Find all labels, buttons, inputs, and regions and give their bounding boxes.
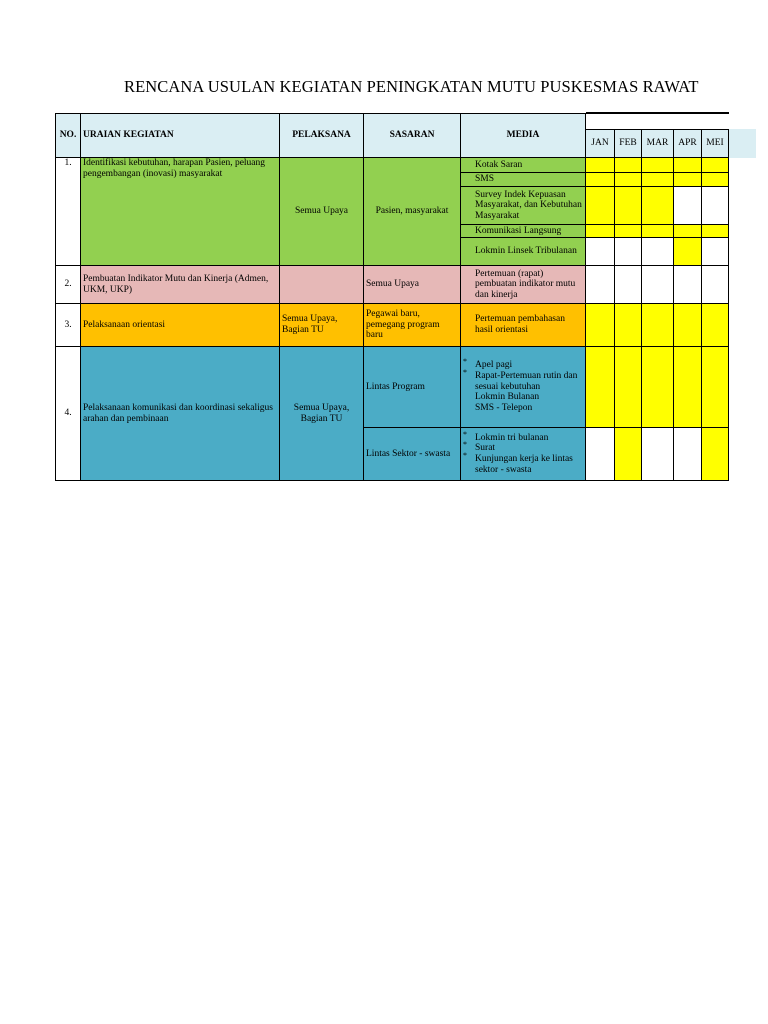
schedule-cell — [615, 428, 642, 481]
header-month-mei: MEI — [702, 130, 729, 158]
activity-plan-table — [55, 113, 729, 481]
schedule-cell — [702, 304, 729, 347]
schedule-cell — [586, 173, 615, 187]
schedule-cell — [586, 225, 615, 238]
schedule-cell — [642, 304, 674, 347]
row-1-media-lokmin: Lokmin Linsek Tribulanan — [461, 238, 586, 266]
header-no: NO. — [56, 114, 81, 158]
schedule-cell — [642, 158, 674, 173]
media-item: Surat — [475, 443, 496, 454]
schedule-cell — [586, 266, 615, 304]
schedule-cell — [702, 187, 729, 225]
row-4-media-lintas-sektor — [461, 428, 586, 481]
header-month-jan: JAN — [586, 130, 615, 158]
media-item: Lokmin tri bulanan — [475, 432, 549, 443]
row-2-sasaran: Semua Upaya — [364, 266, 461, 304]
row-1-pelaksana: Semua Upaya — [280, 158, 364, 266]
bullet-item: * Rapat-Pertemuan rutin dan sesuai kebutuhan — [463, 368, 578, 392]
schedule-cell — [702, 225, 729, 238]
page-title: RENCANA USULAN KEGIATAN PENINGKATAN MUTU PUSKESMAS RAWAT — [124, 77, 699, 96]
schedule-cell — [674, 238, 702, 266]
schedule-cell — [586, 304, 615, 347]
media-item: Rapat-Pertemuan rutin dan sesuai kebutuhan — [475, 371, 578, 392]
schedule-cell — [586, 347, 615, 428]
header-pelaksana: PELAKSANA — [280, 114, 364, 158]
row-1-uraian: Identifikasi kebutuhan, harapan Pasien, peluang pengembangan (inovasi) masyarakat — [81, 158, 280, 266]
row-2-no: 2. — [56, 266, 81, 304]
schedule-cell — [615, 238, 642, 266]
schedule-cell — [615, 158, 642, 173]
schedule-cell — [702, 266, 729, 304]
row-1-media-survey: Survey Indek Kepuasan Masyarakat, dan Kebutuhan Masyarakat — [461, 187, 586, 225]
schedule-cell — [586, 158, 615, 173]
row-1-sasaran: Pasien, masyarakat — [364, 158, 461, 266]
schedule-cell — [642, 238, 674, 266]
bullet-item — [463, 392, 583, 403]
schedule-cell — [615, 347, 642, 428]
header-sasaran: SASARAN — [364, 114, 461, 158]
media-item: SMS - Telepon — [475, 402, 533, 413]
schedule-cell — [702, 347, 729, 428]
schedule-cell — [674, 428, 702, 481]
row-2-media: Pertemuan (rapat) pembuatan indikator mutu dan kinerja — [461, 266, 586, 304]
row-4-media-lintas-program — [461, 347, 586, 428]
row-2-uraian: Pembuatan Indikator Mutu dan Kinerja (Admen, UKM, UKP) — [81, 266, 280, 304]
schedule-cell — [642, 428, 674, 481]
schedule-cell — [674, 158, 702, 173]
row-1-media-kotak-saran: Kotak Saran — [461, 158, 586, 173]
row-4-uraian: Pelaksanaan komunikasi dan koordinasi sekaligus arahan dan pembinaan — [81, 347, 280, 481]
schedule-cell — [642, 187, 674, 225]
schedule-cell — [674, 225, 702, 238]
row-4-no: 4. — [56, 347, 81, 481]
schedule-cell — [615, 173, 642, 187]
schedule-cell — [642, 347, 674, 428]
media-item: Apel pagi — [475, 360, 513, 371]
schedule-cell — [702, 173, 729, 187]
schedule-cell — [642, 173, 674, 187]
bullet-item: * Apel pagi — [463, 357, 513, 371]
schedule-cell — [674, 173, 702, 187]
schedule-cell — [615, 266, 642, 304]
row-2-pelaksana — [280, 266, 364, 304]
schedule-cell — [615, 187, 642, 225]
row-3-no: 3. — [56, 304, 81, 347]
bullet-item: * Surat — [463, 440, 496, 454]
row-4-sasaran-lintas-program: Lintas Program — [364, 347, 461, 428]
header-month-apr: APR — [674, 130, 702, 158]
bullet-item: * Kunjungan kerja ke lintas sektor - swasta — [463, 451, 573, 475]
schedule-cell — [615, 225, 642, 238]
schedule-cell — [586, 428, 615, 481]
schedule-cell — [674, 304, 702, 347]
schedule-cell — [642, 266, 674, 304]
row-4-sasaran-lintas-sektor: Lintas Sektor - swasta — [364, 428, 461, 481]
row-1-no: 1. — [56, 158, 81, 266]
row-3-sasaran: Pegawai baru, pemegang program baru — [364, 304, 461, 347]
schedule-cell — [586, 187, 615, 225]
schedule-cell — [642, 225, 674, 238]
schedule-cell — [702, 238, 729, 266]
row-1-media-komunikasi: Komunikasi Langsung — [461, 225, 586, 238]
schedule-cell — [586, 238, 615, 266]
schedule-cell — [674, 266, 702, 304]
schedule-cell — [702, 428, 729, 481]
row-3-uraian: Pelaksanaan orientasi — [81, 304, 280, 347]
media-item: Kunjungan kerja ke lintas sektor - swasta — [475, 454, 573, 475]
row-4-pelaksana: Semua Upaya, Bagian TU — [280, 347, 364, 481]
media-item: Lokmin Bulanan — [475, 392, 540, 403]
header-media: MEDIA — [461, 114, 586, 158]
schedule-cell — [702, 158, 729, 173]
bullet-item — [463, 403, 583, 414]
schedule-cell — [674, 187, 702, 225]
row-1-media-sms: SMS — [461, 173, 586, 187]
schedule-cell — [674, 347, 702, 428]
month-group-header — [586, 114, 729, 130]
bullet-item: * Lokmin tri bulanan — [463, 429, 549, 443]
row-3-media: Pertemuan pembahasan hasil orientasi — [461, 304, 586, 347]
header-month-mar: MAR — [642, 130, 674, 158]
header-month-feb: FEB — [615, 130, 642, 158]
header-uraian-kegiatan: URAIAN KEGIATAN — [81, 114, 280, 158]
schedule-cell — [615, 304, 642, 347]
row-3-pelaksana: Semua Upaya, Bagian TU — [280, 304, 364, 347]
